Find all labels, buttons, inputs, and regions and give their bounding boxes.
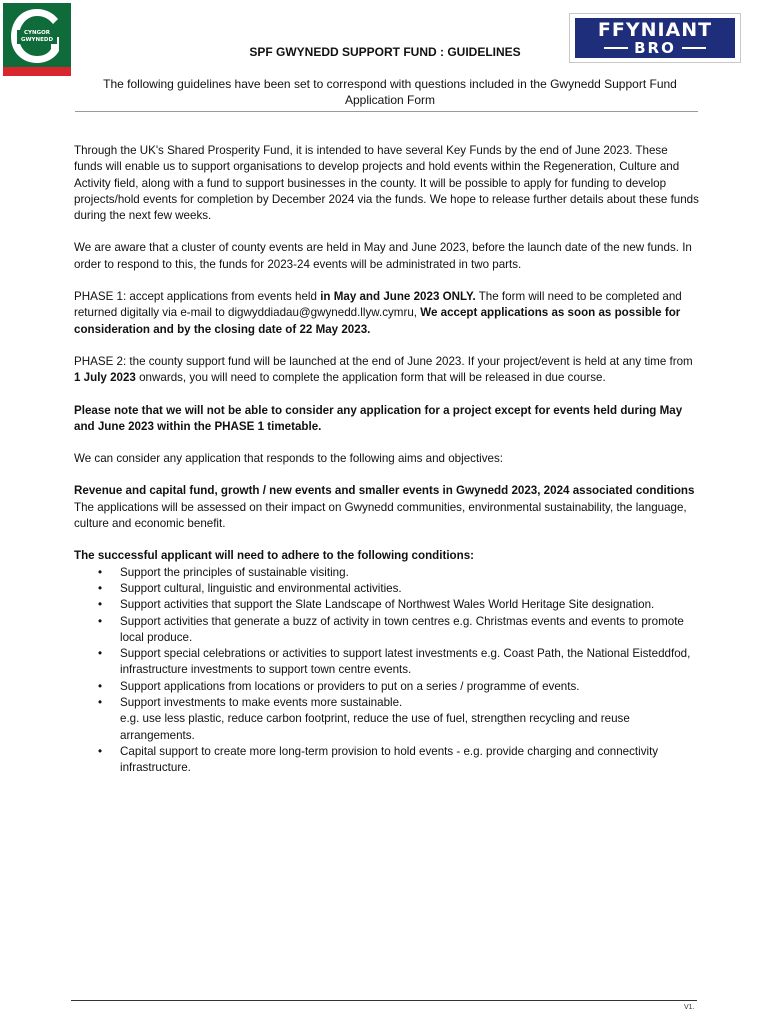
important-note-text: Please note that we will not be able to consider any application for a project except for events held during May and June 2023 within the PHASE 1 timetable. — [74, 403, 683, 433]
section-text: The applications will be assessed on their impact on Gwynedd communities, environmental sustainability, the language, culture and economic benefit. — [74, 500, 687, 531]
gwynedd-logo-text: CYNGOR GWYNEDD — [20, 30, 54, 43]
phase1-text-a: PHASE 1: accept applications from events held — [74, 290, 321, 304]
phase1-paragraph — [74, 289, 699, 338]
ffyniant-logo-line1: FFYNIANT — [597, 18, 713, 41]
version-label: V1. — [684, 1004, 695, 1011]
list-item — [74, 695, 699, 744]
list-item: • Capital support to create more long-term provision to hold events - e.g. provide charging and connectivity infrastructure. — [74, 744, 699, 777]
phase2-text-a: PHASE 2: the county support fund will be launched at the end of June 2023. If your project/event is held at any time from — [74, 354, 693, 368]
document-body — [74, 143, 699, 777]
ffyniant-logo-line2: BRO — [634, 38, 676, 57]
intro-paragraph: Through the UK's Shared Prosperity Fund, it is intended to have several Key Funds by the end of June 2023. These funds will enable us to support organisations to develop projects and hold events within the Regeneration, Culture and Activity field, along with a fund to support businesses in the county. It will be possible to apply for funding to develop projects/hold events for completion by December 2024 via the funds. We hope to release further details about these funds during the next few weeks. — [74, 144, 699, 223]
phase2-text-b: onwards, you will need to complete the application form that will be released in due course. — [135, 371, 606, 385]
list-item: • Support activities that support the Slate Landscape of Northwest Wales World Heritage Site designation. — [74, 597, 699, 613]
list-item: • Support cultural, linguistic and environmental activities. — [74, 581, 699, 597]
document-title: SPF GWYNEDD SUPPORT FUND : GUIDELINES — [249, 45, 521, 59]
aims-intro: We can consider any application that responds to the following aims and objectives: — [74, 452, 504, 466]
list-item: • Support the principles of sustainable visiting. — [74, 565, 699, 581]
phase1-text-b: The form will need to be completed and returned digitally via e-mail to digwyddiadau@gwynedd.llyw.cymru, — [74, 290, 682, 320]
condition-example: e.g. use less plastic, reduce carbon footprint, reduce the use of fuel, strengthen recycling and reuse arrangements. — [120, 712, 630, 742]
section-heading — [74, 483, 699, 499]
list-item: • Support special celebrations or activities to support latest investments e.g. Coast Path, the National Eisteddfod, infrastructure investments to support town centre events. — [74, 646, 699, 679]
conditions-list — [74, 565, 699, 777]
header-divider — [75, 111, 698, 112]
gwynedd-council-logo — [3, 3, 71, 76]
section-heading-text: Revenue and capital fund, growth / new events and smaller events in Gwynedd 2023, 2024 associated conditions — [74, 484, 695, 498]
document-subtitle: The following guidelines have been set to correspond with questions included in the Gwynedd Support Fund Application Form — [103, 77, 677, 107]
conditions-heading — [74, 548, 699, 564]
phase1-bold-b: We accept applications as soon as possible for consideration and by the closing date of 22 May 2023. — [74, 306, 681, 336]
list-item: • Support activities that generate a buzz of activity in town centres e.g. Christmas events and events to promote local produce. — [74, 614, 699, 647]
conditions-heading-text: The successful applicant will need to adhere to the following conditions: — [74, 549, 475, 563]
phase2-bold-a: 1 July 2023 — [74, 371, 136, 385]
list-item: • Support applications from locations or providers to put on a series / programme of events. — [74, 679, 699, 695]
phase1-bold-a: in May and June 2023 ONLY. — [320, 290, 476, 304]
footer-divider — [71, 1000, 697, 1001]
phase2-paragraph — [74, 354, 699, 387]
events-paragraph: We are aware that a cluster of county events are held in May and June 2023, before the launch date of the new funds. In order to respond to this, the funds for 2023-24 events will be administrated in two parts. — [74, 241, 692, 271]
condition-text: Support investments to make events more sustainable. — [120, 696, 403, 710]
important-note — [74, 403, 699, 436]
